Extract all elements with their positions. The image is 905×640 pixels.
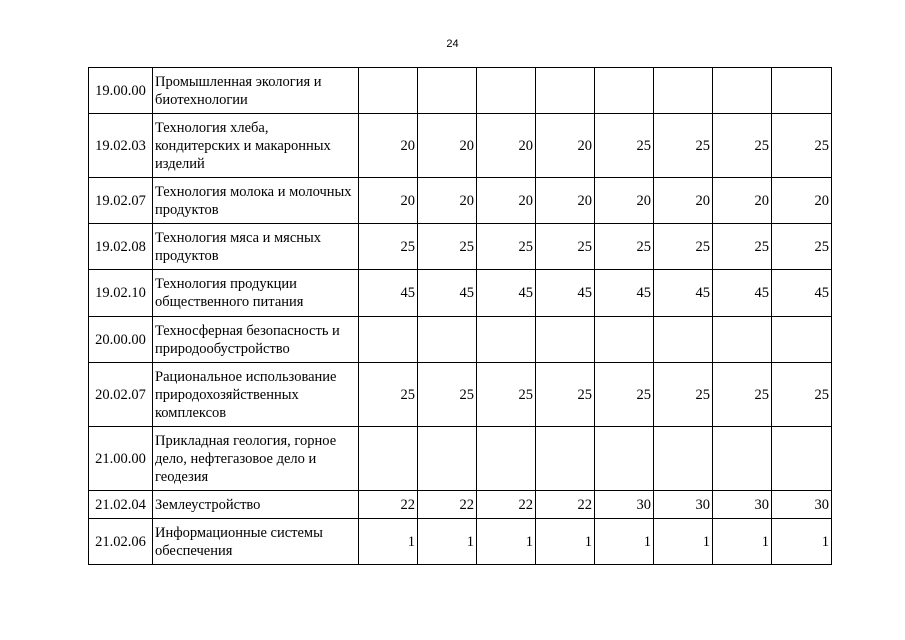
row-value: 1: [772, 519, 832, 565]
row-code: 21.00.00: [89, 427, 153, 491]
row-value: 45: [772, 270, 832, 317]
row-value: 45: [418, 270, 477, 317]
row-name: Технология мяса и мясных продуктов: [153, 224, 359, 270]
row-value: 30: [595, 491, 654, 519]
table-row: [89, 427, 832, 491]
row-value: 20: [477, 178, 536, 224]
row-value: 20: [477, 114, 536, 178]
row-value: 25: [359, 363, 418, 427]
table-row: [89, 68, 832, 114]
row-value: 1: [595, 519, 654, 565]
row-value: 25: [772, 224, 832, 270]
row-value: 25: [713, 114, 772, 178]
row-value: 25: [713, 363, 772, 427]
row-value: 1: [477, 519, 536, 565]
row-value: 20: [654, 178, 713, 224]
row-value: 20: [418, 178, 477, 224]
row-name: Землеустройство: [153, 491, 359, 519]
row-value: 20: [359, 178, 418, 224]
row-value: 20: [359, 114, 418, 178]
table-row: [89, 491, 832, 519]
row-value: 20: [536, 178, 595, 224]
row-value: [772, 427, 832, 491]
row-name: Прикладная геология, горное дело, нефтегазовое дело и геодезия: [153, 427, 359, 491]
row-value: 25: [477, 224, 536, 270]
row-value: 20: [595, 178, 654, 224]
row-value: [595, 317, 654, 363]
row-value: 1: [418, 519, 477, 565]
row-name: Рациональное использование природохозяйственных комплексов: [153, 363, 359, 427]
table-row: [89, 270, 832, 317]
row-code: 19.02.10: [89, 270, 153, 317]
row-name: Технология хлеба, кондитерских и макаронных изделий: [153, 114, 359, 178]
row-value: 25: [654, 114, 713, 178]
row-value: 25: [418, 224, 477, 270]
row-value: [477, 427, 536, 491]
row-value: 20: [536, 114, 595, 178]
row-value: [772, 68, 832, 114]
row-value: 20: [713, 178, 772, 224]
row-value: [418, 427, 477, 491]
table-row: [89, 114, 832, 178]
row-value: 25: [536, 363, 595, 427]
row-value: 30: [713, 491, 772, 519]
row-value: [772, 317, 832, 363]
row-value: 25: [772, 363, 832, 427]
row-value: [359, 317, 418, 363]
row-value: 30: [654, 491, 713, 519]
row-value: [536, 68, 595, 114]
data-table: [88, 67, 832, 565]
row-value: [654, 427, 713, 491]
row-code: 21.02.04: [89, 491, 153, 519]
table-row: [89, 519, 832, 565]
row-value: 25: [359, 224, 418, 270]
row-value: 1: [713, 519, 772, 565]
row-value: 22: [418, 491, 477, 519]
table-row: [89, 224, 832, 270]
row-value: [536, 427, 595, 491]
row-name: Промышленная экология и биотехнологии: [153, 68, 359, 114]
table-row: [89, 317, 832, 363]
row-value: 30: [772, 491, 832, 519]
table-row: [89, 363, 832, 427]
row-value: 1: [359, 519, 418, 565]
row-value: 25: [595, 114, 654, 178]
row-value: [477, 317, 536, 363]
row-value: 22: [359, 491, 418, 519]
row-value: 45: [713, 270, 772, 317]
row-code: 19.02.08: [89, 224, 153, 270]
row-value: 25: [713, 224, 772, 270]
row-value: [595, 68, 654, 114]
row-value: 1: [536, 519, 595, 565]
row-code: 19.02.07: [89, 178, 153, 224]
row-value: 25: [595, 224, 654, 270]
row-value: [654, 317, 713, 363]
row-value: 25: [654, 363, 713, 427]
row-value: [713, 317, 772, 363]
row-value: 45: [595, 270, 654, 317]
table-body: [89, 68, 832, 565]
row-name: Информационные системы обеспечения: [153, 519, 359, 565]
row-value: 45: [477, 270, 536, 317]
row-value: 22: [477, 491, 536, 519]
row-name: Технология продукции общественного питания: [153, 270, 359, 317]
row-value: 25: [595, 363, 654, 427]
row-value: 22: [536, 491, 595, 519]
row-value: 20: [772, 178, 832, 224]
row-code: 20.00.00: [89, 317, 153, 363]
row-code: 19.02.03: [89, 114, 153, 178]
row-value: 25: [418, 363, 477, 427]
row-value: [595, 427, 654, 491]
row-value: [418, 68, 477, 114]
row-code: 19.00.00: [89, 68, 153, 114]
row-value: 25: [477, 363, 536, 427]
row-name: Технология молока и молочных продуктов: [153, 178, 359, 224]
row-code: 20.02.07: [89, 363, 153, 427]
table-row: [89, 178, 832, 224]
row-value: 1: [654, 519, 713, 565]
row-value: 20: [418, 114, 477, 178]
row-value: [477, 68, 536, 114]
row-value: 45: [536, 270, 595, 317]
row-name: Техносферная безопасность и природообустройство: [153, 317, 359, 363]
row-value: 45: [654, 270, 713, 317]
row-value: [536, 317, 595, 363]
row-value: [713, 68, 772, 114]
row-value: 25: [772, 114, 832, 178]
row-value: [359, 68, 418, 114]
row-code: 21.02.06: [89, 519, 153, 565]
page-number: 24: [446, 38, 459, 50]
row-value: 25: [536, 224, 595, 270]
row-value: 45: [359, 270, 418, 317]
row-value: [359, 427, 418, 491]
row-value: [713, 427, 772, 491]
row-value: [418, 317, 477, 363]
row-value: [654, 68, 713, 114]
row-value: 25: [654, 224, 713, 270]
